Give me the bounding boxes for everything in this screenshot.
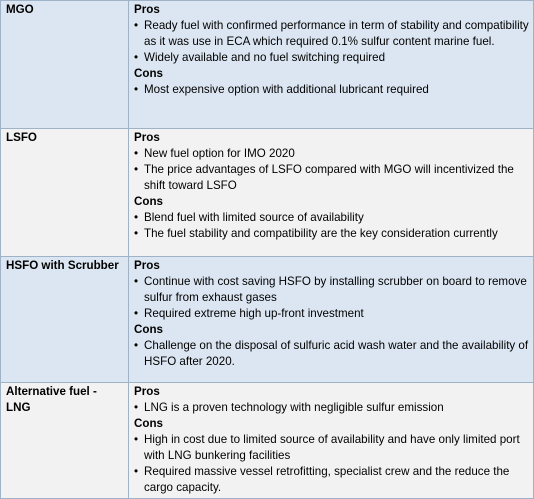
- pros-item: • The price advantages of LSFO compared with MGO will incentivized the shift toward LSFO: [134, 162, 529, 194]
- cons-item: • Most expensive option with additional lubricant required: [134, 82, 529, 98]
- cons-item: • Blend fuel with limited source of availability: [134, 210, 529, 226]
- cons-heading: Cons: [134, 417, 163, 430]
- pros-item: • Ready fuel with confirmed performance in term of stability and compatibility as it was use in ECA which required 0.1% sulfur content marine fuel.: [134, 18, 529, 50]
- pros-item: • Widely available and no fuel switching required: [134, 50, 529, 66]
- fuel-name-cell: HSFO with Scrubber: [1, 257, 129, 383]
- pros-heading: Pros: [134, 385, 160, 398]
- pros-list: [134, 18, 529, 66]
- cons-heading: Cons: [134, 67, 163, 80]
- pros-heading: Pros: [134, 3, 160, 16]
- table-row: [1, 257, 534, 383]
- cons-list: [134, 82, 529, 98]
- cons-list: [134, 432, 529, 496]
- pros-list: [134, 274, 529, 322]
- table-row: [1, 1, 534, 129]
- cons-list: [134, 210, 529, 242]
- fuel-name-cell: MGO: [1, 1, 129, 129]
- pros-item: • Required extreme high up-front investment: [134, 306, 529, 322]
- cons-heading: Cons: [134, 323, 163, 336]
- fuel-name-cell: LSFO: [1, 129, 129, 257]
- pros-cons-cell: [129, 1, 534, 129]
- cons-item: • Challenge on the disposal of sulfuric acid wash water and the availability of HSFO after 2020.: [134, 338, 529, 370]
- pros-heading: Pros: [134, 259, 160, 272]
- pros-cons-cell: [129, 257, 534, 383]
- pros-cons-cell: [129, 129, 534, 257]
- pros-list: [134, 400, 529, 416]
- pros-item: • Continue with cost saving HSFO by installing scrubber on board to remove sulfur from exhaust gases: [134, 274, 529, 306]
- pros-heading: Pros: [134, 131, 160, 144]
- cons-item: • Required massive vessel retrofitting, specialist crew and the reduce the cargo capacity.: [134, 464, 529, 496]
- cons-list: [134, 338, 529, 370]
- pros-item: • LNG is a proven technology with negligible sulfur emission: [134, 400, 529, 416]
- cons-item: • The fuel stability and compatibility are the key consideration currently: [134, 226, 529, 242]
- fuel-name-cell: Alternative fuel - LNG: [1, 383, 129, 499]
- cons-item: • High in cost due to limited source of availability and have only limited port with LNG bunkering facilities: [134, 432, 529, 464]
- pros-list: [134, 146, 529, 194]
- table-row: [1, 129, 534, 257]
- cons-heading: Cons: [134, 195, 163, 208]
- pros-cons-cell: [129, 383, 534, 499]
- table-row: [1, 383, 534, 499]
- pros-item: • New fuel option for IMO 2020: [134, 146, 529, 162]
